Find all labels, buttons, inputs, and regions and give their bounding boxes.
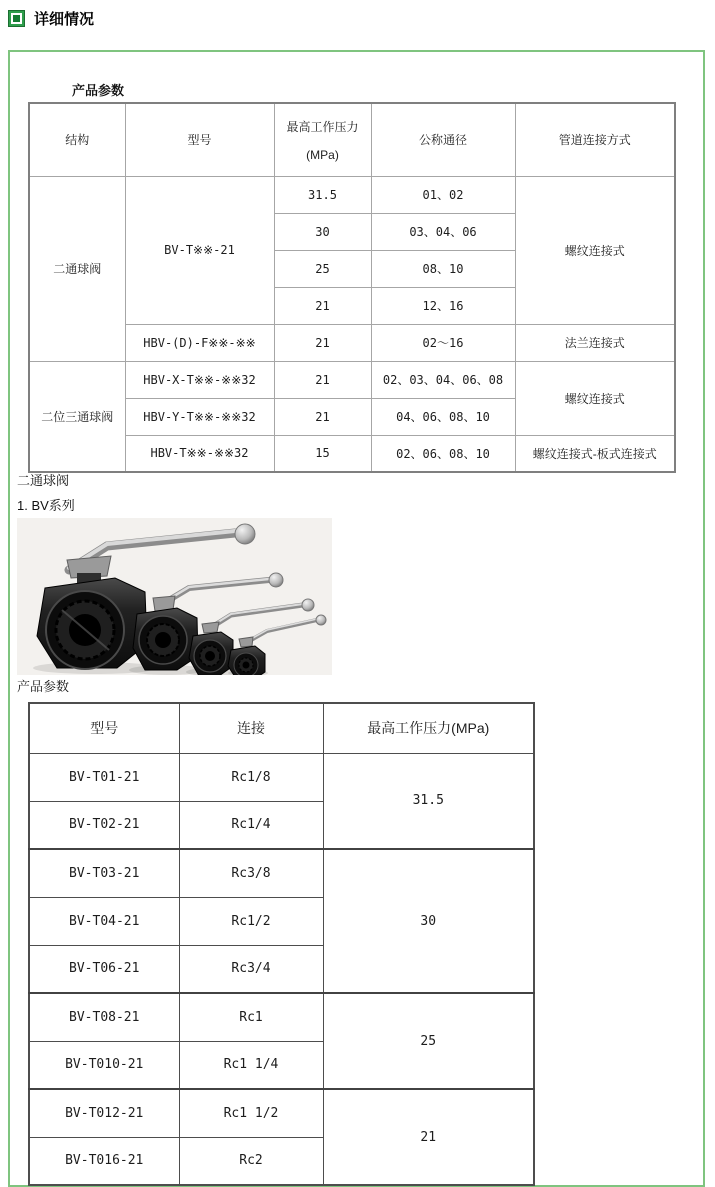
- col-header-diameter: 公称通径: [371, 103, 515, 176]
- cell-pressure: 30: [323, 849, 534, 993]
- cell-diameter: 02、06、08、10: [371, 435, 515, 472]
- table-row: [29, 435, 675, 472]
- cell-pressure: 21: [274, 398, 371, 435]
- cell-connection: Rc1/2: [179, 897, 323, 945]
- cell-connection: 法兰连接式: [515, 324, 675, 361]
- cell-connection: 螺纹连接式: [515, 361, 675, 435]
- cell-model: BV-T010-21: [29, 1041, 179, 1089]
- valve-type-label: 二通球阀: [17, 473, 70, 488]
- bv-header-row: [29, 703, 534, 753]
- cell-pressure: 31.5: [274, 176, 371, 213]
- cell-model: BV-T016-21: [29, 1137, 179, 1185]
- cell-model: HBV-(D)-F※※-※※: [125, 324, 274, 361]
- cell-model: BV-T※※-21: [125, 176, 274, 324]
- cell-model: HBV-Y-T※※-※※32: [125, 398, 274, 435]
- col-header-pressure: 最高工作压力(MPa): [323, 703, 534, 753]
- table-row: [29, 753, 534, 801]
- cell-pressure: 15: [274, 435, 371, 472]
- cell-connection: Rc2: [179, 1137, 323, 1185]
- cell-model: BV-T02-21: [29, 801, 179, 849]
- cell-structure: 二位三通球阀: [29, 361, 125, 472]
- section-label-bv: 产品参数: [17, 679, 70, 694]
- cell-diameter: 01、02: [371, 176, 515, 213]
- cell-connection: Rc1 1/2: [179, 1089, 323, 1137]
- cell-pressure: 25: [274, 250, 371, 287]
- cell-pressure: 21: [274, 287, 371, 324]
- green-square-icon: [8, 10, 25, 27]
- cell-pressure: 31.5: [323, 753, 534, 849]
- cell-model: BV-T08-21: [29, 993, 179, 1041]
- cell-model: HBV-X-T※※-※※32: [125, 361, 274, 398]
- cell-connection: Rc1/4: [179, 801, 323, 849]
- cell-diameter: 02～16: [371, 324, 515, 361]
- cell-pressure: 21: [274, 361, 371, 398]
- col-header-connection: 连接: [179, 703, 323, 753]
- cell-diameter: 12、16: [371, 287, 515, 324]
- page-title: 详细情况: [34, 11, 95, 28]
- ball-valves-photo: [17, 518, 332, 675]
- table-row: [29, 361, 675, 398]
- cell-connection: Rc1 1/4: [179, 1041, 323, 1089]
- content-panel: [8, 50, 705, 1187]
- col-header-model: 型号: [29, 703, 179, 753]
- cell-pressure: 21: [323, 1089, 534, 1185]
- table-row: [29, 849, 534, 897]
- table-row: [29, 1089, 534, 1137]
- col-header-model: 型号: [125, 103, 274, 176]
- cell-pressure: 25: [323, 993, 534, 1089]
- col-header-pressure-unit: (MPa): [306, 147, 339, 162]
- col-header-pressure-line1: 最高工作压力: [286, 119, 359, 134]
- cell-pressure: 30: [274, 213, 371, 250]
- cell-model: HBV-T※※-※※32: [125, 435, 274, 472]
- col-header-connection: 管道连接方式: [515, 103, 675, 176]
- table-row: [29, 176, 675, 213]
- cell-diameter: 02、03、04、06、08: [371, 361, 515, 398]
- cell-diameter: 08、10: [371, 250, 515, 287]
- bv-series-table: [28, 702, 535, 1186]
- cell-connection: Rc3/8: [179, 849, 323, 897]
- overview-spec-table: [28, 102, 676, 473]
- cell-model: BV-T06-21: [29, 945, 179, 993]
- green-square-icon-inner: [11, 13, 22, 24]
- col-header-structure: 结构: [29, 103, 125, 176]
- cell-model: BV-T03-21: [29, 849, 179, 897]
- cell-structure: 二通球阀: [29, 176, 125, 361]
- cell-diameter: 04、06、08、10: [371, 398, 515, 435]
- cell-connection: 螺纹连接式-板式连接式: [515, 435, 675, 472]
- cell-model: BV-T012-21: [29, 1089, 179, 1137]
- cell-diameter: 03、04、06: [371, 213, 515, 250]
- table-row: [29, 324, 675, 361]
- cell-pressure: 21: [274, 324, 371, 361]
- cell-connection: Rc3/4: [179, 945, 323, 993]
- cell-connection: Rc1/8: [179, 753, 323, 801]
- table-row: [29, 993, 534, 1041]
- cell-model: BV-T04-21: [29, 897, 179, 945]
- cell-connection: Rc1: [179, 993, 323, 1041]
- section-label-overview: 产品参数: [72, 83, 125, 98]
- cell-connection: 螺纹连接式: [515, 176, 675, 324]
- series-label: 1. BV系列: [17, 498, 75, 513]
- cell-model: BV-T01-21: [29, 753, 179, 801]
- col-header-pressure: [274, 103, 371, 176]
- page-header: [8, 8, 94, 29]
- overview-header-row: [29, 103, 675, 176]
